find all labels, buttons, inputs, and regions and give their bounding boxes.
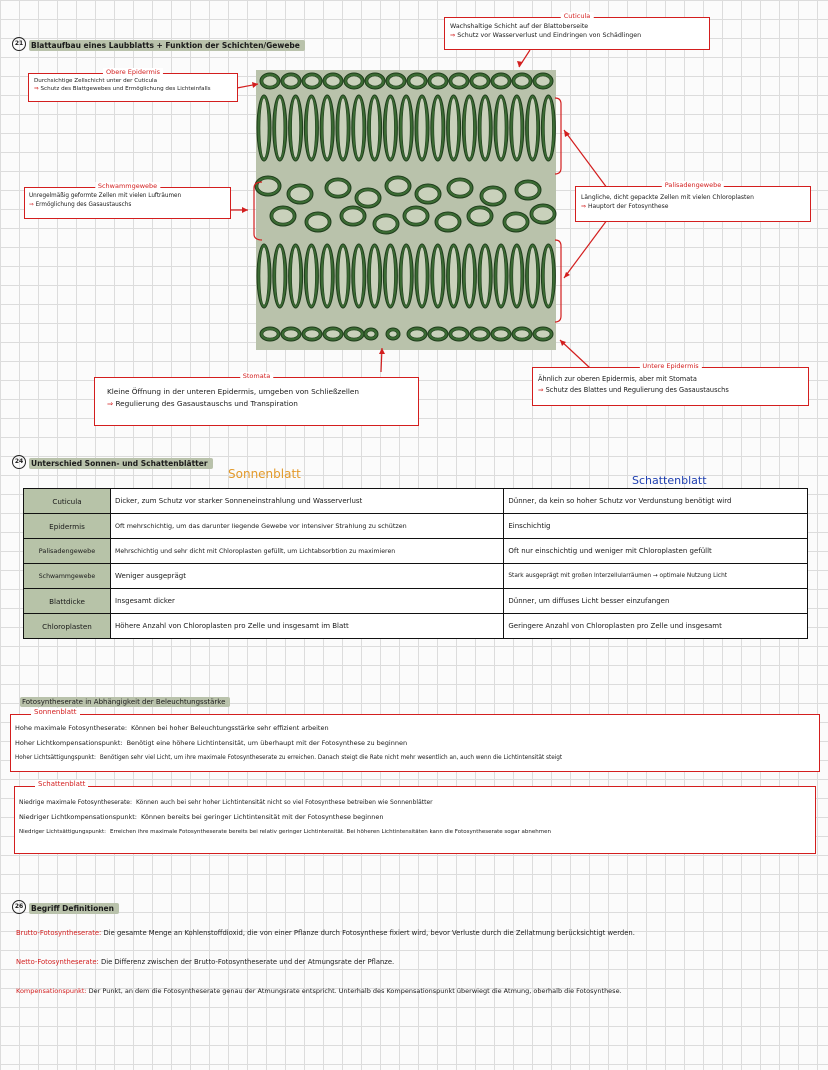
- cell-schattenblatt: Dünner, um diffuses Licht besser einzufangen: [504, 589, 808, 614]
- shade-fact: [15, 810, 815, 825]
- column-header-schattenblatt: Schattenblatt: [632, 474, 707, 487]
- fact-text: Erreichen ihre maximale Fotosyntheserate bereits bei relativ geringer Lichtintensität. Bei höheren Lichtintensitäten kann die Fotosyntheserate sogar abnehmen: [110, 829, 551, 835]
- fact-term: Hohe maximale Fotosyntheserate:: [15, 724, 128, 732]
- row-header: Chloroplasten: [24, 614, 111, 639]
- label-title: Palisadengewebe: [662, 181, 724, 189]
- label-stomata: Stomata Kleine Öffnung in der unteren Epidermis, umgeben von Schließzellen ⇒ Regulierung des Gasaustauschs und Transpiration: [94, 377, 419, 426]
- fact-text: Können bereits bei geringer Lichtintensität mit der Fotosynthese beginnen: [140, 813, 384, 821]
- definition-term: Kompensationspunkt:: [16, 987, 87, 995]
- fact-text: Können auch bei sehr hoher Lichtintensität nicht so viel Fotosynthese betreiben wie Sonnenblätter: [136, 799, 433, 806]
- cell-sonnenblatt: Höhere Anzahl von Chloroplasten pro Zelle und insgesamt im Blatt: [111, 614, 504, 639]
- definition-text: Die Differenz zwischen der Brutto-Fotosyntheserate und der Atmungsrate der Pflanze.: [101, 958, 395, 966]
- shade-fact: [15, 825, 815, 840]
- table-row: [24, 539, 808, 564]
- shade-section-title: Schattenblatt: [35, 780, 88, 788]
- label-line-1: Längliche, dicht gepackte Zellen mit vielen Chloroplasten: [581, 194, 754, 201]
- fact-text: Können bei hoher Beleuchtungsstärke sehr effizient arbeiten: [131, 724, 329, 732]
- definition-kompensation: [16, 987, 622, 995]
- label-cuticula: Cuticula Wachshaltige Schicht auf der Blattoberseite ⇒ Schutz vor Wasserverlust und Eindringen von Schädlingen: [444, 17, 710, 50]
- section-number: 24: [12, 455, 26, 469]
- sun-fact: [11, 721, 819, 736]
- foto-title: Fotosyntheserate in Abhängigkeit der Beleuchtungsstärke: [20, 697, 230, 707]
- label-schwammgewebe: Schwammgewebe Unregelmäßig geformte Zellen mit vielen Lufträumen ⇒ Ermöglichung des Gasaustauschs: [24, 187, 231, 219]
- cell-schattenblatt: Oft nur einschichtig und weniger mit Chloroplasten gefüllt: [504, 539, 808, 564]
- label-line-1: Kleine Öffnung in der unteren Epidermis, umgeben von Schließzellen: [107, 387, 360, 396]
- label-title: Untere Epidermis: [639, 362, 701, 370]
- table-row: [24, 514, 808, 539]
- label-line-2: Schutz vor Wasserverlust und Eindringen von Schädlingen: [457, 32, 642, 39]
- fact-term: Hoher Lichtsättigungspunkt:: [15, 755, 96, 761]
- fact-term: Niedriger Lichtkompensationspunkt:: [19, 813, 137, 821]
- sun-fact: [11, 736, 819, 751]
- cell-sonnenblatt: Insgesamt dicker: [111, 589, 504, 614]
- cell-sonnenblatt: Dicker, zum Schutz vor starker Sonneneinstrahlung und Wasserverlust: [111, 489, 504, 514]
- definition-term: Netto-Fotosyntheserate:: [16, 958, 99, 966]
- row-header: Epidermis: [24, 514, 111, 539]
- label-title: Schwammgewebe: [95, 182, 160, 190]
- label-title: Obere Epidermis: [103, 68, 163, 76]
- fact-term: Niedrige maximale Fotosyntheserate:: [19, 799, 133, 806]
- sun-fact: [11, 751, 819, 766]
- section-24-heading: [12, 451, 213, 470]
- section-number: 26: [12, 900, 26, 914]
- cell-sonnenblatt: Mehrschichtig und sehr dicht mit Chloroplasten gefüllt, um Lichtabsorbtion zu maximieren: [111, 539, 504, 564]
- column-header-sonnenblatt: Sonnenblatt: [228, 467, 301, 481]
- section-sonnenblatt: [10, 708, 820, 772]
- table-row: [24, 589, 808, 614]
- foto-heading: [20, 689, 230, 708]
- comparison-table: [23, 488, 808, 639]
- section-number: 21: [12, 37, 26, 51]
- table-row: [24, 564, 808, 589]
- cell-schattenblatt: Stark ausgeprägt mit großen Interzellularräumen → optimale Nutzung Licht: [504, 564, 808, 589]
- definition-netto: [16, 958, 394, 966]
- row-header: Blattdicke: [24, 589, 111, 614]
- label-line-2: Hauptort der Fotosynthese: [587, 203, 669, 210]
- label-line-2: Ermöglichung des Gasaustauschs: [35, 202, 132, 208]
- row-header: Palisadengewebe: [24, 539, 111, 564]
- definition-term: Brutto-Fotosyntheserate:: [16, 929, 102, 937]
- label-line-2: Schutz des Blattgewebes und Ermöglichung des Lichteinfalls: [40, 86, 211, 92]
- label-title: Stomata: [240, 372, 274, 380]
- label-line-2: Regulierung des Gasaustauschs und Transpiration: [115, 399, 298, 408]
- cell-schattenblatt: Dünner, da kein so hoher Schutz vor Verdunstung benötigt wird: [504, 489, 808, 514]
- label-obere-epidermis: Obere Epidermis Durchsichtige Zellschicht unter der Cuticula ⇒ Schutz des Blattgewebes und Ermöglichung des Lichteinfalls: [28, 73, 238, 102]
- cell-sonnenblatt: Oft mehrschichtig, um das darunter liegende Gewebe vor intensiver Strahlung zu schützen: [111, 514, 504, 539]
- section-title: Blattaufbau eines Laubblatts + Funktion der Schichten/Gewebe: [29, 40, 305, 51]
- row-header: Cuticula: [24, 489, 111, 514]
- sun-section-title: Sonnenblatt: [31, 708, 80, 716]
- section-title: Unterschied Sonnen- und Schattenblätter: [29, 458, 213, 469]
- label-title: Cuticula: [561, 12, 594, 20]
- shade-fact: [15, 795, 815, 810]
- label-palisadengewebe: Palisadengewebe Längliche, dicht gepackte Zellen mit vielen Chloroplasten ⇒ Hauptort der Fotosynthese: [575, 186, 811, 222]
- fact-text: Benötigt eine höhere Lichtintensität, um überhaupt mit der Fotosynthese zu beginnen: [126, 739, 408, 747]
- label-untere-epidermis: Untere Epidermis Ähnlich zur oberen Epidermis, aber mit Stomata ⇒ Schutz des Blattes und Regulierung des Gasaustauschs: [532, 367, 809, 406]
- definition-text: Der Punkt, an dem die Fotosyntheserate genau der Atmungsrate entspricht. Unterhalb des Kompensationspunkt überwiegt die Atmung, oberhalb die Fotosynthese.: [88, 987, 622, 995]
- fact-term: Niedriger Lichtsättigungspunkt:: [19, 829, 107, 835]
- section-schattenblatt: [14, 780, 816, 854]
- section-26-heading: [12, 896, 119, 915]
- cell-schattenblatt: Einschichtig: [504, 514, 808, 539]
- definition-text: Die gesamte Menge an Kohlenstoffdioxid, die von einer Pflanze durch Fotosynthese fixiert wird, bevor Verluste durch die Zellatmung berücksichtigt werden.: [103, 929, 635, 937]
- label-line-2: Schutz des Blattes und Regulierung des Gasaustauschs: [545, 386, 729, 394]
- cell-schattenblatt: Geringere Anzahl von Chloroplasten pro Zelle und insgesamt: [504, 614, 808, 639]
- label-line-1: Wachshaltige Schicht auf der Blattoberseite: [450, 23, 589, 30]
- label-line-1: Ähnlich zur oberen Epidermis, aber mit Stomata: [538, 375, 697, 383]
- row-header: Schwammgewebe: [24, 564, 111, 589]
- table-row: [24, 614, 808, 639]
- cell-sonnenblatt: Weniger ausgeprägt: [111, 564, 504, 589]
- label-line-1: Durchsichtige Zellschicht unter der Cuticula: [34, 78, 157, 84]
- label-line-1: Unregelmäßig geformte Zellen mit vielen Lufträumen: [29, 193, 182, 199]
- section-title: Begriff Definitionen: [29, 903, 119, 914]
- table-row: [24, 489, 808, 514]
- definition-brutto: [16, 929, 635, 937]
- fact-text: Benötigen sehr viel Licht, um ihre maximale Fotosyntheserate zu erreichen. Danach steigt die Rate nicht mehr wesentlich an, auch wenn die Lichtintensität steigt: [99, 755, 563, 761]
- fact-term: Hoher Lichtkompensationspunkt:: [15, 739, 123, 747]
